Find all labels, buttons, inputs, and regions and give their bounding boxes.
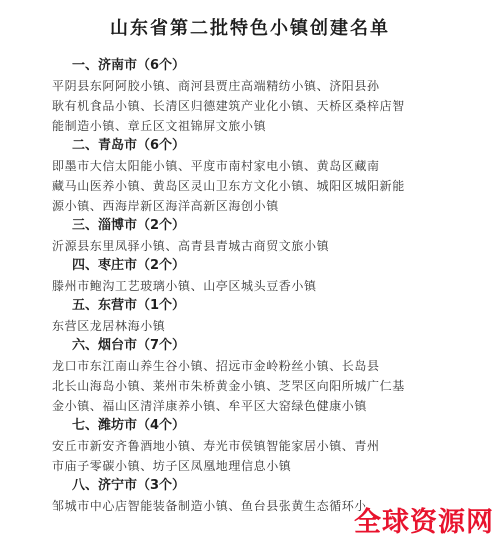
section-heading: 一、济南市（6个） [72, 58, 186, 73]
town-list-line: 沂源县东里凤驿小镇、高青县青城古商贸文旅小镇 [52, 239, 330, 253]
town-list-line: 市庙子零碳小镇、坊子区凤凰地理信息小镇 [52, 459, 292, 473]
town-list-line: 龙口市东江南山养生谷小镇、招远市金岭粉丝小镇、长岛县 [52, 359, 380, 373]
section-heading: 四、枣庄市（2个） [72, 258, 186, 273]
section-heading: 六、烟台市（7个） [72, 338, 186, 353]
town-list-line: 安丘市新安齐鲁酒地小镇、寿光市侯镇智能家居小镇、青州 [52, 439, 380, 453]
city-section [52, 56, 484, 136]
section-heading: 八、济宁市（3个） [72, 478, 186, 493]
section-heading: 七、潍坊市（4个） [72, 418, 186, 433]
town-list-line: 源小镇、西海岸新区海洋高新区海创小镇 [52, 199, 279, 213]
town-list-line: 滕州市鲍沟工艺玻璃小镇、山亭区城头豆香小镇 [52, 279, 317, 293]
town-list-line: 即墨市大信太阳能小镇、平度市南村家电小镇、黄岛区藏南 [52, 159, 380, 173]
section-heading: 三、淄博市（2个） [72, 218, 186, 233]
town-list-line: 东营区龙居林海小镇 [52, 319, 166, 333]
town-list-line: 耿有机食品小镇、长清区归德建筑产业化小镇、天桥区桑梓店智 [52, 99, 405, 113]
town-list-line: 平阴县东阿阿胶小镇、商河县贾庄高端精纺小镇、济阳县孙 [52, 79, 380, 93]
city-section [52, 296, 484, 336]
town-list-line: 能制造小镇、章丘区文祖锦屏文旅小镇 [52, 119, 267, 133]
watermark-logo: 全球资源网 [354, 507, 494, 538]
city-section [52, 416, 484, 476]
document-title: 山东省第二批特色小镇创建名单 [110, 18, 390, 39]
city-section [52, 216, 484, 256]
town-list-line: 北长山海岛小镇、莱州市朱桥黄金小镇、芝罘区向阳所城广仁基 [52, 379, 405, 393]
town-list-line: 金小镇、福山区清洋康养小镇、牟平区大窑绿色健康小镇 [52, 399, 368, 413]
city-section [52, 256, 484, 296]
document-content [52, 56, 484, 516]
section-heading: 二、青岛市（6个） [72, 138, 186, 153]
city-section [52, 336, 484, 416]
town-list-line: 藏马山医养小镇、黄岛区灵山卫东方文化小镇、城阳区城阳新能 [52, 179, 405, 193]
section-heading: 五、东营市（1个） [72, 298, 186, 313]
town-list-line: 邹城市中心店智能装备制造小镇、鱼台县张黄生态循环小 [52, 499, 368, 513]
city-section [52, 136, 484, 216]
